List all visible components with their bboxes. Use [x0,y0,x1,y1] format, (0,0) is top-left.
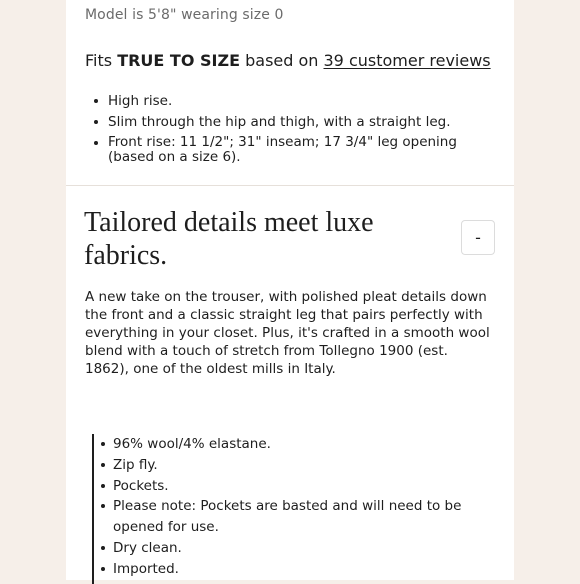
fit-prefix: Fits [85,51,118,70]
list-item: Pockets. [94,476,494,497]
product-description: A new take on the trouser, with polished pleat details down the front and a classic straight leg that pairs perfectly with everything in your closet. Plus, it's crafted in a smooth wool blend with a touch of stretch from Tollegno 1900 (est. 1862), one of the oldest mills in Italy. [85,289,490,377]
list-item: Imported. [94,559,494,580]
fit-summary [85,51,491,70]
customer-reviews-link[interactable]: 39 customer reviews [323,51,491,70]
list-item: Slim through the hip and thigh, with a straight leg. [86,112,496,133]
fit-middle: based on [240,51,324,70]
fit-specs-list [86,91,496,165]
list-item: Zip fly. [94,455,494,476]
fit-emphasis: TRUE TO SIZE [117,51,241,70]
list-item: High rise. [86,91,496,112]
list-item: Front rise: 11 1/2"; 31" inseam; 17 3/4" leg opening (based on a size 6). [86,133,496,165]
minus-icon: - [475,228,481,247]
list-item: Dry clean. [94,538,494,559]
product-details-list [92,434,494,584]
list-item: Please note: Pockets are basted and will need to be opened for use. [94,496,494,538]
model-size-note: Model is 5'8" wearing size 0 [85,7,284,23]
collapse-section-button[interactable] [461,220,495,255]
section-heading: Tailored details meet luxe fabrics. [84,207,374,271]
section-divider [66,185,514,186]
list-item: 96% wool/4% elastane. [94,434,494,455]
